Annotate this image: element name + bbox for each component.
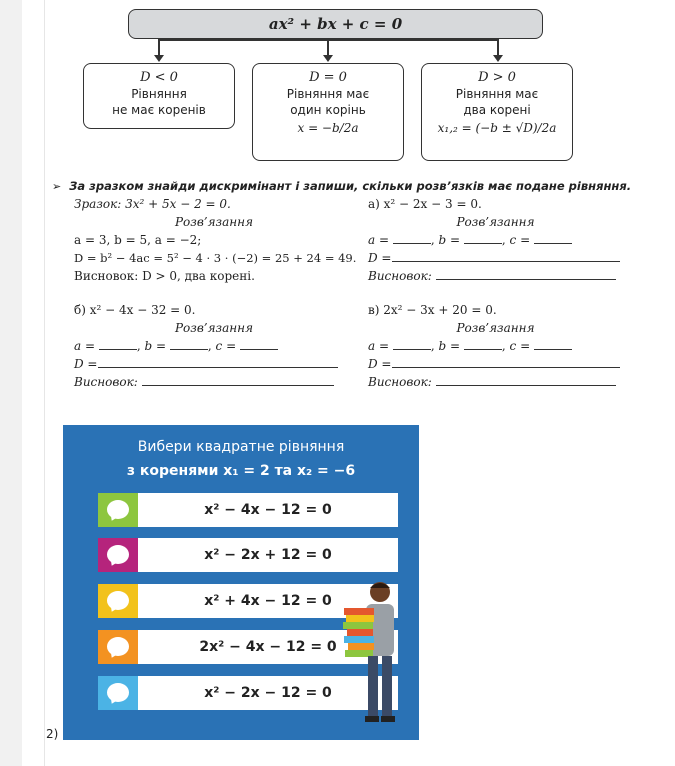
case-text-2: два корені — [463, 103, 531, 117]
exercise-b: б) x² − 4x − 32 = 0. Розв’язання a = , b = , c = D = Висновок: — [74, 301, 354, 391]
a-input[interactable] — [99, 338, 137, 350]
conclusion-input[interactable] — [142, 374, 334, 386]
conclusion-input[interactable] — [436, 374, 616, 386]
task-text: За зразком знайди дискримінант і запиши, скільки розв’язків має подане рівняння. — [69, 179, 632, 193]
option-color-tile — [98, 584, 138, 618]
a-label: a = — [368, 233, 390, 247]
option-color-tile — [98, 676, 138, 710]
quiz-title-line2: з коренями x₁ = 2 та x₂ = −6 — [126, 463, 356, 479]
b-label: b = — [438, 233, 461, 247]
option-color-tile — [98, 493, 138, 527]
student-with-books-illustration — [336, 580, 416, 735]
option-color-tile — [98, 538, 138, 572]
case-text-1: Рівняння має — [455, 87, 539, 101]
c-label: c = — [509, 233, 531, 247]
option-equation: 2x² − 4x − 12 = 0 — [199, 639, 337, 655]
item-number: 2) — [46, 727, 59, 741]
arrow-down-icon — [154, 55, 164, 62]
option-equation: x² − 4x − 12 = 0 — [204, 502, 332, 518]
case-box-negative — [83, 63, 235, 129]
c-input[interactable] — [534, 338, 572, 350]
a-input[interactable] — [393, 338, 431, 350]
arrow-right-icon: ➢ — [52, 180, 62, 193]
b-label: b = — [438, 339, 461, 353]
exercise-c: в) 2x² − 3x + 20 = 0. Розв’язання a = , b = , c = D = Висновок: — [368, 301, 623, 391]
d-input[interactable] — [392, 356, 620, 368]
c-input[interactable] — [240, 338, 278, 350]
conclusion-label: Висновок: — [74, 375, 138, 389]
case-condition: D > 0 — [478, 70, 516, 85]
arrow-down-icon — [323, 55, 333, 62]
main-equation: ax² + bx + c = 0 — [268, 15, 403, 33]
solution-label: Розв’язання — [174, 215, 254, 229]
left-margin-line — [44, 0, 45, 766]
example-conclusion: Висновок: D > 0, два корені. — [74, 269, 255, 283]
main-equation-box — [128, 9, 543, 39]
b-label: b = — [144, 339, 167, 353]
b-input[interactable] — [464, 338, 502, 350]
connector-middle — [327, 39, 329, 56]
c-input[interactable] — [534, 232, 572, 244]
task-instruction — [52, 179, 652, 193]
a-label: a = — [74, 339, 96, 353]
exercise-a: а) x² − 2x − 3 = 0. Розв’язання a = , b = , c = D = Висновок: — [368, 195, 623, 285]
quiz-option-1[interactable] — [98, 493, 398, 527]
option-color-tile — [98, 630, 138, 664]
case-text-2: не має коренів — [112, 103, 206, 117]
conclusion-label: Висновок: — [368, 269, 432, 283]
example-block — [74, 195, 357, 285]
d-label: D = — [368, 251, 392, 265]
case-box-positive — [421, 63, 573, 161]
example-head: Зразок: 3x² + 5x − 2 = 0. — [74, 197, 231, 211]
a-input[interactable] — [393, 232, 431, 244]
connector-left — [158, 39, 160, 56]
case-condition: D = 0 — [309, 70, 347, 85]
d-input[interactable] — [98, 356, 338, 368]
b-input[interactable] — [464, 232, 502, 244]
c-label: c = — [509, 339, 531, 353]
arrow-down-icon — [493, 55, 503, 62]
option-equation: x² + 4x − 12 = 0 — [204, 593, 332, 609]
solution-label: Розв’язання — [456, 321, 535, 335]
case-text-2: один корінь — [290, 103, 366, 117]
example-discriminant: D = b² − 4ac = 5² − 4 · 3 · (−2) = 25 + 24 = 49. — [74, 251, 357, 265]
exercise-b-head: б) x² − 4x − 32 = 0. — [74, 303, 196, 317]
case-formula: x = −b/2a — [297, 121, 359, 135]
quiz-title-line1: Вибери квадратне рівняння — [137, 439, 345, 455]
option-equation: x² − 2x + 12 = 0 — [204, 547, 332, 563]
conclusion-input[interactable] — [436, 268, 616, 280]
d-label: D = — [74, 357, 98, 371]
conclusion-label: Висновок: — [368, 375, 432, 389]
case-text-1: Рівняння — [131, 87, 187, 101]
exercise-a-head: а) x² − 2x − 3 = 0. — [368, 197, 482, 211]
d-label: D = — [368, 357, 392, 371]
d-input[interactable] — [392, 250, 620, 262]
a-label: a = — [368, 339, 390, 353]
case-formula: x₁,₂ = (−b ± √D)/2a — [437, 121, 557, 135]
case-text-1: Рівняння має — [286, 87, 370, 101]
example-coefficients: a = 3, b = 5, a = −2; — [74, 233, 202, 247]
c-label: c = — [215, 339, 237, 353]
connector-right — [497, 39, 499, 56]
quiz-option-2[interactable] — [98, 538, 398, 572]
solution-label: Розв’язання — [174, 321, 254, 335]
b-input[interactable] — [170, 338, 208, 350]
case-box-zero — [252, 63, 404, 161]
case-condition: D < 0 — [140, 70, 178, 85]
option-equation: x² − 2x − 12 = 0 — [204, 685, 332, 701]
solution-label: Розв’язання — [456, 215, 535, 229]
exercise-c-head: в) 2x² − 3x + 20 = 0. — [368, 303, 497, 317]
left-margin-bar — [0, 0, 22, 766]
